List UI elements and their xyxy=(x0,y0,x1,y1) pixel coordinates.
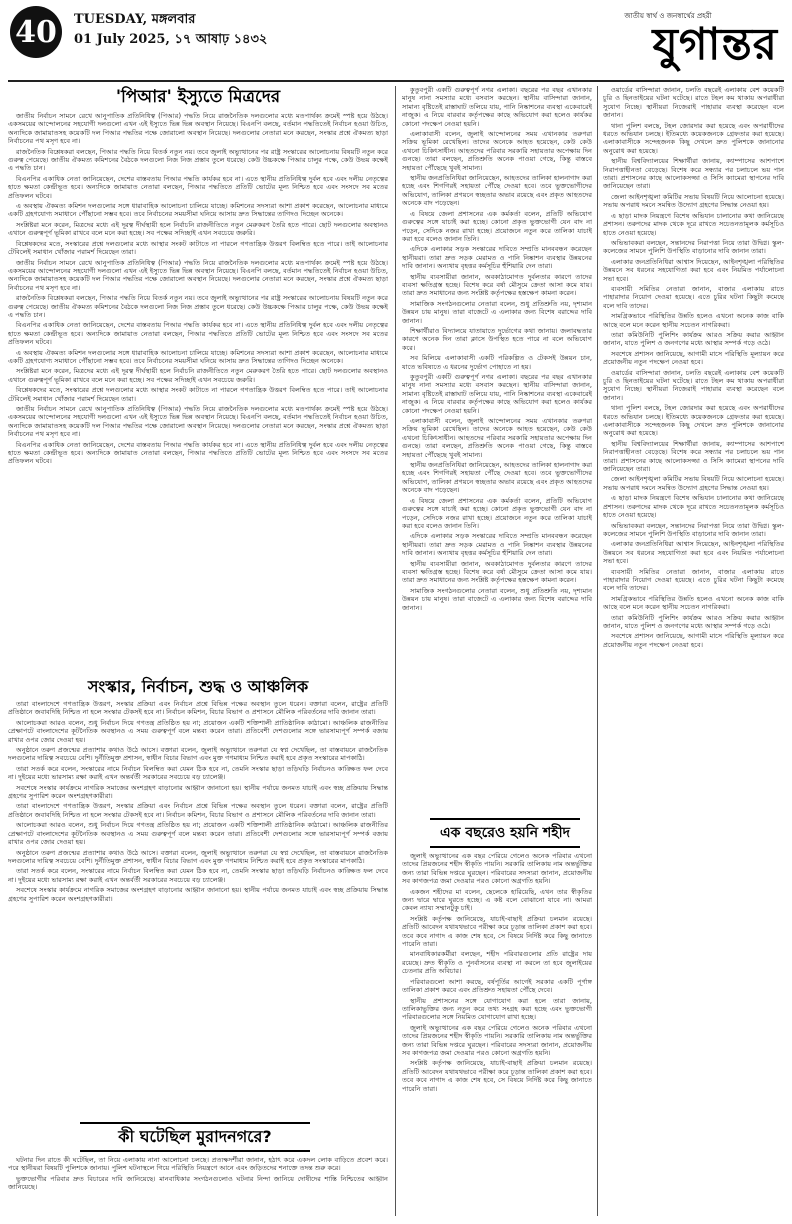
paragraph: স্থানীয় বিশ্ববিদ্যালয়ের শিক্ষার্থীরা জানায়, ক্যাম্পাসের আশপাশে নিরাপত্তাহীনতা বেড়েছে। বিশেষ করে সন্ধ্যার পর চলাচলে ভয় পান তারা। প্রশাসনের কাছে আলোকসজ্জা ও সিসি ক্যামেরা স্থাপনের দাবি জানিয়েছেন তারা। xyxy=(603,157,784,191)
paragraph: স্থানীয় ব্যবসায়ীরা জানান, অবকাঠামোগত দুর্বলতার কারণে তাদের ব্যবসা ক্ষতিগ্রস্ত হচ্ছে। বিশেষ করে বর্ষা মৌসুমে ক্রেতা আসা কমে যায়। তারা দ্রুত সমাধানের জন্য সংশ্লিষ্ট কর্তৃপক্ষের হস্তক্ষেপ কামনা করেন। xyxy=(402,559,592,585)
paragraph: এ অবস্থায় ঐকমত্য কমিশন দলগুলোর সঙ্গে ধারাবাহিক আলোচনা চালিয়ে যাচ্ছে। কমিশনের সদস্যরা আশা প্রকাশ করেছেন, আলোচনার মাধ্যমে একটি গ্রহণযোগ্য সমাধানে পৌঁছানো সম্ভব হবে। তবে নির্বাচনের সময়সীমা ঘনিয়ে আসায় দ্রুত সিদ্ধান্তের তাগিদও দিচ্ছেন অনেকে। xyxy=(8,348,388,365)
paragraph: ভুক্তভোগীর পরিবার দ্রুত বিচারের দাবি জানিয়েছে। মানবাধিকার সংগঠনগুলোও ঘটনার নিন্দা জানিয়ে দোষীদের শাস্তি নিশ্চিতের আহ্বান জানিয়েছে। xyxy=(8,1174,388,1192)
paragraph: বিএনপির একাধিক নেতা জানিয়েছেন, দেশের বাস্তবতায় পিআর পদ্ধতি কার্যকর হবে না। এতে স্থানীয় প্রতিনিধিত্ব দুর্বল হবে এবং দলীয় নেতৃত্বের হাতে ক্ষমতা কেন্দ্রীভূত হবে। অন্যদিকে জামায়াত নেতারা বলছেন, পিআর পদ্ধতিতে প্রতিটি ভোটের মূল্য নিশ্চিত হবে এবং সংসদে সব মতের প্রতিফলন ঘটবে। xyxy=(8,440,388,466)
paragraph: স্থানীয় ব্যবসায়ীরা জানান, অবকাঠামোগত দুর্বলতার কারণে তাদের ব্যবসা ক্ষতিগ্রস্ত হচ্ছে। বিশেষ করে বর্ষা মৌসুমে ক্রেতা আসা কমে যায়। তারা দ্রুত সমাধানের জন্য সংশ্লিষ্ট কর্তৃপক্ষের হস্তক্ষেপ কামনা করেন। xyxy=(402,272,592,298)
column-divider xyxy=(597,86,598,1216)
paragraph: রাজনৈতিক বিশ্লেষকরা বলছেন, পিআর পদ্ধতি নিয়ে বিতর্ক নতুন নয়। তবে জুলাই অভ্যুত্থানের পর রাষ্ট্র সংস্কারের আলোচনায় বিষয়টি নতুন করে গুরুত্ব পেয়েছে। জাতীয় ঐকমত্য কমিশনের বৈঠকে দলগুলো নিজ নিজ প্রস্তাব তুলে ধরেছে। কেউ উচ্চকক্ষে পিআর চালুর পক্ষে, কেউ উভয় কক্ষেই এ পদ্ধতি চান। xyxy=(8,147,388,173)
paragraph: ওয়ার্ডের বাসিন্দারা জানান, চলতি বছরেই এলাকায় বেশ কয়েকটি চুরি ও ছিনতাইয়ের ঘটনা ঘটেছে। রাতে টহল কম থাকায় অপরাধীরা সুযোগ নিচ্ছে। স্থানীয়রা নিজেরাই পাহারার ব্যবস্থা করেছেন বলে জানান। xyxy=(603,86,784,120)
paragraph: স্থানীয় জনপ্রতিনিধিরা জানিয়েছেন, আহতদের তালিকা হালনাগাদ করা হচ্ছে এবং শিগগিরই সহায়তা পৌঁছে দেওয়া হবে। তবে ভুক্তভোগীদের অভিযোগ, তালিকা প্রণয়নে স্বচ্ছতার অভাব রয়েছে এবং প্রকৃত আহতদের অনেকে বাদ পড়েছেন। xyxy=(402,174,592,208)
page-number: 40 xyxy=(10,6,62,58)
paragraph: জেলা আইনশৃঙ্খলা কমিটির সভায় বিষয়টি নিয়ে আলোচনা হয়েছে। সভায় অপরাধ দমনে সমন্বিত উদ্যোগ গ্রহণের সিদ্ধান্ত নেওয়া হয়। xyxy=(603,475,784,492)
paragraph: সামগ্রিকভাবে পরিস্থিতির উন্নতি হলেও এখনো অনেক কাজ বাকি আছে বলে মনে করেন স্থানীয় সচেতন নাগরিকরা। xyxy=(603,594,784,612)
paragraph: বিশ্লেষকদের মতে, সংস্কারের প্রশ্নে দলগুলোর মধ্যে আস্থার সংকট কাটাতে না পারলে গণতান্ত্রিক উত্তরণ বিলম্বিত হতে পারে। তাই আলোচনার টেবিলেই সমাধান খোঁজার পরামর্শ দিয়েছেন তারা। xyxy=(8,239,388,257)
paragraph: এদিকে এলাকার সড়ক সংস্কারের দাবিতে সম্প্রতি মানববন্ধন করেছেন স্থানীয়রা। তারা দ্রুত সড়ক মেরামত ও পানি নিষ্কাশন ব্যবস্থার উন্নয়নের দাবি জানান। অন্যথায় বৃহত্তর কর্মসূচির হুঁশিয়ারি দেন তারা। xyxy=(402,532,592,558)
column-divider xyxy=(395,86,396,1216)
paragraph: সংশ্লিষ্ট কর্তৃপক্ষ জানিয়েছে, যাচাই-বাছাই প্রক্রিয়া চলমান রয়েছে। প্রতিটি আবেদন যথাযথভাবে পরীক্ষা করে চূড়ান্ত তালিকা প্রকাশ করা হবে। তবে কবে নাগাদ এ কাজ শেষ হবে, সে বিষয়ে নির্দিষ্ট করে কিছু জানাতে পারেনি তারা। xyxy=(402,914,592,949)
paragraph: একজন শহীদের মা বলেন, ছেলেকে হারিয়েছি, এখন তার স্বীকৃতির জন্য দ্বারে দ্বারে ঘুরতে হচ্ছে। এ কষ্ট বলে বোঝানো যাবে না। আমরা কেবল ন্যায্য সম্মানটুকু চাই। xyxy=(402,887,592,913)
newspaper-name: যুগান্তর xyxy=(652,19,778,70)
masthead xyxy=(0,0,792,78)
date-text: 01 July 2025, ১৭ আষাঢ় ১৪৩২ xyxy=(74,32,268,47)
headline-muradnagar: কী ঘটেছিল মুরাদনগরে? xyxy=(118,1127,272,1146)
paragraph: তারা সতর্ক করে বলেন, সংস্কারের নামে নির্বাচন বিলম্বিত করা যেমন ঠিক হবে না, তেমনি সংস্কার ছাড়া তড়িঘড়ি নির্বাচনও কাঙ্ক্ষিত ফল দেবে না। দুইয়ের মধ্যে ভারসাম্য রক্ষা করাই এখন অন্তর্বর্তী সরকারের সবচেয়ে বড় চ্যালেঞ্জ। xyxy=(8,867,388,884)
paragraph: ওয়ার্ডের বাসিন্দারা জানান, চলতি বছরেই এলাকায় বেশ কয়েকটি চুরি ও ছিনতাইয়ের ঘটনা ঘটেছে। রাতে টহল কম থাকায় অপরাধীরা সুযোগ নিচ্ছে। স্থানীয়রা নিজেরাই পাহারার ব্যবস্থা করেছেন বলে জানান। xyxy=(603,368,784,402)
paragraph: এ বিষয়ে জেলা প্রশাসনের এক কর্মকর্তা বলেন, প্রতিটি অভিযোগ গুরুত্বের সঙ্গে যাচাই করা হচ্ছে। কোনো প্রকৃত ভুক্তভোগী যেন বাদ না পড়েন, সেদিকে নজর রাখা হচ্ছে। প্রয়োজনে নতুন করে তালিকা যাচাই করা হবে বলেও জানান তিনি। xyxy=(402,496,592,530)
paragraph: অনুষ্ঠানে তরুণ প্রজন্মের প্রত্যাশার কথাও উঠে আসে। বক্তারা বলেন, জুলাই অভ্যুত্থানে তরুণরা যে স্বপ্ন দেখেছিল, তা বাস্তবায়নে রাজনৈতিক দলগুলোর দায়িত্ব সবচেয়ে বেশি। দুর্নীতিমুক্ত প্রশাসন, স্বাধীন বিচার বিভাগ এবং মুক্ত গণমাধ্যম নিশ্চিত করাই হবে প্রকৃত সংস্কারের মাপকাঠি। xyxy=(8,746,388,763)
paragraph: তারা কমিউনিটি পুলিশিং কার্যক্রম আরও সক্রিয় করার আহ্বান জানান, যাতে পুলিশ ও জনগণের মধ্যে আস্থার সম্পর্ক গড়ে ওঠে। xyxy=(603,613,784,630)
paragraph: তারা সতর্ক করে বলেন, সংস্কারের নামে নির্বাচন বিলম্বিত করা যেমন ঠিক হবে না, তেমনি সংস্কার ছাড়া তড়িঘড়ি নির্বাচনও কাঙ্ক্ষিত ফল দেবে না। দুইয়ের মধ্যে ভারসাম্য রক্ষা করাই এখন অন্তর্বর্তী সরকারের সবচেয়ে বড় চ্যালেঞ্জ। xyxy=(8,764,388,782)
paragraph: বিশ্লেষকদের মতে, সংস্কারের প্রশ্নে দলগুলোর মধ্যে আস্থার সংকট কাটাতে না পারলে গণতান্ত্রিক উত্তরণ বিলম্বিত হতে পারে। তাই আলোচনার টেবিলেই সমাধান খোঁজার পরামর্শ দিয়েছেন তারা। xyxy=(8,386,388,403)
paragraph: রাজনৈতিক বিশ্লেষকরা বলছেন, পিআর পদ্ধতি নিয়ে বিতর্ক নতুন নয়। তবে জুলাই অভ্যুত্থানের পর রাষ্ট্র সংস্কারের আলোচনায় বিষয়টি নতুন করে গুরুত্ব পেয়েছে। জাতীয় ঐকমত্য কমিশনের বৈঠকে দলগুলো নিজ নিজ প্রস্তাব তুলে ধরেছে। কেউ উচ্চকক্ষে পিআর চালুর পক্ষে, কেউ উভয় কক্ষেই এ পদ্ধতি চান। xyxy=(8,294,388,319)
headline-reform-election: সংস্কার, নির্বাচন, শুদ্ধ ও আঞ্চলিক xyxy=(87,677,309,696)
paragraph: থানা পুলিশ বলছে, টহল জোরদার করা হয়েছে এবং অপরাধীদের ধরতে অভিযান চলছে। ইতিমধ্যে কয়েকজনকে গ্রেফতার করা হয়েছে। এলাকাবাসীকে সন্দেহজনক কিছু দেখলে দ্রুত পুলিশকে জানানোর অনুরোধ করা হয়েছে। xyxy=(603,121,784,155)
paragraph: জাতীয় নির্বাচন সামনে রেখে আনুপাতিক প্রতিনিধিত্ব (পিআর) পদ্ধতি নিয়ে রাজনৈতিক দলগুলোর মধ্যে মতপার্থক্য ক্রমেই স্পষ্ট হয়ে উঠছে। একসময়ের আন্দোলনের সহযোগী দলগুলো এখন এই ইস্যুতে ভিন্ন ভিন্ন অবস্থান নিয়েছে। বিএনপি বলছে, বর্তমান পদ্ধতিতেই নির্বাচন হওয়া উচিত, অন্যদিকে জামায়াতসহ কয়েকটি দল পিআর পদ্ধতির পক্ষে জোরালো অবস্থান নিয়েছে। দলগুলোর নেতারা মনে করছেন, সংস্কার প্রশ্নে ঐকমত্য ছাড়া নির্বাচনের পথ মসৃণ হবে না। xyxy=(8,258,388,292)
paragraph: এ ছাড়া মাদক নিয়ন্ত্রণে বিশেষ অভিযান চালানোর কথা জানিয়েছে প্রশাসন। তরুণদের মাদক থেকে দূরে রাখতে সচেতনতামূলক কর্মসূচিও হাতে নেওয়া হয়েছে। xyxy=(603,211,784,237)
headline-martyr-recognition: এক বছরেও হয়নি শহীদ xyxy=(440,825,570,841)
masthead-rule xyxy=(8,80,784,82)
article-kutubpur-body xyxy=(402,86,592,812)
paragraph: জেলা আইনশৃঙ্খলা কমিটির সভায় বিষয়টি নিয়ে আলোচনা হয়েছে। সভায় অপরাধ দমনে সমন্বিত উদ্যোগ গ্রহণের সিদ্ধান্ত নেওয়া হয়। xyxy=(603,192,784,210)
paragraph: ব্যবসায়ী সমিতির নেতারা জানান, বাজার এলাকায় রাতে পাহারাদার নিয়োগ দেওয়া হয়েছে। এতে চুরির ঘটনা কিছুটা কমেছে বলে দাবি তাদের। xyxy=(603,284,784,310)
paragraph: সব মিলিয়ে এলাকাবাসী একটি পরিকল্পিত ও টেকসই উন্নয়ন চান, যাতে ভবিষ্যতে এ ধরনের দুর্ভোগ পোহাতে না হয়। xyxy=(402,354,592,371)
article-pr-issue-body xyxy=(8,112,388,672)
article-muradnagar-body xyxy=(8,1156,388,1218)
paragraph: অভিভাবকরা বলছেন, সন্তানদের নিরাপত্তা নিয়ে তারা উদ্বিগ্ন। স্কুল-কলেজের সামনে পুলিশি উপস্থিতি বাড়ানোর দাবি জানান তারা। xyxy=(603,521,784,538)
dateline xyxy=(74,10,267,50)
paragraph: এ অবস্থায় ঐকমত্য কমিশন দলগুলোর সঙ্গে ধারাবাহিক আলোচনা চালিয়ে যাচ্ছে। কমিশনের সদস্যরা আশা প্রকাশ করেছেন, আলোচনার মাধ্যমে একটি গ্রহণযোগ্য সমাধানে পৌঁছানো সম্ভব হবে। তবে নির্বাচনের সময়সীমা ঘনিয়ে আসায় দ্রুত সিদ্ধান্তের তাগিদও দিচ্ছেন অনেকে। xyxy=(8,202,388,219)
paragraph: সংশ্লিষ্ট কর্তৃপক্ষ জানিয়েছে, যাচাই-বাছাই প্রক্রিয়া চলমান রয়েছে। প্রতিটি আবেদন যথাযথভাবে পরীক্ষা করে চূড়ান্ত তালিকা প্রকাশ করা হবে। তবে কবে নাগাদ এ কাজ শেষ হবে, সে বিষয়ে নির্দিষ্ট করে কিছু জানাতে পারেনি তারা। xyxy=(402,1059,592,1093)
paragraph: তারা বাংলাদেশে গণতান্ত্রিক উত্তরণ, সংস্কার প্রক্রিয়া এবং নির্বাচন প্রশ্নে বিভিন্ন পক্ষের অবস্থান তুলে ধরেন। বক্তারা বলেন, রাষ্ট্রের প্রতিটি প্রতিষ্ঠানে জবাবদিহি নিশ্চিত না হলে সংস্কার টেকসই হবে না। নির্বাচন কমিশন, বিচার বিভাগ ও প্রশাসনে মৌলিক পরিবর্তনের দাবি জানান তারা। xyxy=(8,700,388,717)
paragraph: থানা পুলিশ বলছে, টহল জোরদার করা হয়েছে এবং অপরাধীদের ধরতে অভিযান চলছে। ইতিমধ্যে কয়েকজনকে গ্রেফতার করা হয়েছে। এলাকাবাসীকে সন্দেহজনক কিছু দেখলে দ্রুত পুলিশকে জানানোর অনুরোধ করা হয়েছে। xyxy=(603,404,784,438)
paragraph: এদিকে এলাকার সড়ক সংস্কারের দাবিতে সম্প্রতি মানববন্ধন করেছেন স্থানীয়রা। তারা দ্রুত সড়ক মেরামত ও পানি নিষ্কাশন ব্যবস্থার উন্নয়নের দাবি জানান। অন্যথায় বৃহত্তর কর্মসূচির হুঁশিয়ারি দেন তারা। xyxy=(402,245,592,271)
paragraph: বিএনপির একাধিক নেতা জানিয়েছেন, দেশের বাস্তবতায় পিআর পদ্ধতি কার্যকর হবে না। এতে স্থানীয় প্রতিনিধিত্ব দুর্বল হবে এবং দলীয় নেতৃত্বের হাতে ক্ষমতা কেন্দ্রীভূত হবে। অন্যদিকে জামায়াত নেতারা বলছেন, পিআর পদ্ধতিতে প্রতিটি ভোটের মূল্য নিশ্চিত হবে এবং সংসদে সব মতের প্রতিফলন ঘটবে। xyxy=(8,321,388,347)
paragraph: এ বিষয়ে জেলা প্রশাসনের এক কর্মকর্তা বলেন, প্রতিটি অভিযোগ গুরুত্বের সঙ্গে যাচাই করা হচ্ছে। কোনো প্রকৃত ভুক্তভোগী যেন বাদ না পড়েন, সেদিকে নজর রাখা হচ্ছে। প্রয়োজনে নতুন করে তালিকা যাচাই করা হবে বলেও জানান তিনি। xyxy=(402,209,592,243)
paragraph: সামাজিক সংগঠনগুলোর নেতারা বলেন, শুধু প্রতিশ্রুতি নয়, দৃশ্যমান উন্নয়ন চায় মানুষ। তারা বাজেটে এ এলাকার জন্য বিশেষ বরাদ্দের দাবি জানান। xyxy=(402,586,592,612)
paragraph: এলাকাবাসী বলেন, জুলাই আন্দোলনের সময় এখানকার তরুণরা সক্রিয় ভূমিকা রেখেছিল। তাদের অনেকে আহত হয়েছেন, কেউ কেউ এখনো চিকিৎসাধীন। আহতদের পরিবার সরকারি সহায়তার অপেক্ষায় দিন গুনছে। তারা বলছেন, প্রতিশ্রুতি অনেক পাওয়া গেছে, কিন্তু বাস্তবে সহায়তা পৌঁছেছে খুবই সামান্য। xyxy=(402,417,592,459)
paragraph: সবশেষে সংস্কার কার্যক্রমে নাগরিক সমাজের অংশগ্রহণ বাড়ানোর আহ্বান জানানো হয়। স্থানীয় পর্যায়ে জনমত যাচাই এবং স্বচ্ছ প্রক্রিয়ায় সিদ্ধান্ত গ্রহণের সুপারিশ করেন অংশগ্রহণকারীরা। xyxy=(8,886,388,903)
paragraph: পরিবারগুলো আশা করছে, বর্ষপূর্তির আগেই সরকার একটি পূর্ণাঙ্গ তালিকা প্রকাশ করবে এবং প্রতিশ্রুত সহায়তা পৌঁছে দেবে। xyxy=(402,977,592,995)
paragraph: সংশ্লিষ্টরা মনে করেন, মিত্রদের মধ্যে এই দূরত্ব দীর্ঘস্থায়ী হলে নির্বাচনি রাজনীতিতে নতুন মেরুকরণ তৈরি হতে পারে। ছোট দলগুলোর অবস্থানও এখানে গুরুত্বপূর্ণ ভূমিকা রাখবে বলে মনে করা হচ্ছে। সব পক্ষের সদিচ্ছাই এখন সবচেয়ে জরুরি। xyxy=(8,220,388,238)
paragraph: আলোচকরা আরও বলেন, শুধু নির্বাচন দিয়ে গণতন্ত্র প্রতিষ্ঠিত হয় না; প্রয়োজন একটি শক্তিশালী প্রাতিষ্ঠানিক কাঠামো। আঞ্চলিক রাজনীতির প্রেক্ষাপটে বাংলাদেশের কূটনৈতিক অবস্থানও এ সময় গুরুত্বপূর্ণ বলে মন্তব্য করেন তারা। প্রতিবেশী দেশগুলোর সঙ্গে ভারসাম্যপূর্ণ সম্পর্ক বজায় রাখার ওপর জোর দেওয়া হয়। xyxy=(8,718,388,744)
paragraph: সবশেষে সংস্কার কার্যক্রমে নাগরিক সমাজের অংশগ্রহণ বাড়ানোর আহ্বান জানানো হয়। স্থানীয় পর্যায়ে জনমত যাচাই এবং স্বচ্ছ প্রক্রিয়ায় সিদ্ধান্ত গ্রহণের সুপারিশ করেন অংশগ্রহণকারীরা। xyxy=(8,783,388,801)
paragraph: স্থানীয় জনপ্রতিনিধিরা জানিয়েছেন, আহতদের তালিকা হালনাগাদ করা হচ্ছে এবং শিগগিরই সহায়তা পৌঁছে দেওয়া হবে। তবে ভুক্তভোগীদের অভিযোগ, তালিকা প্রণয়নে স্বচ্ছতার অভাব রয়েছে এবং প্রকৃত আহতদের অনেকে বাদ পড়েছেন। xyxy=(402,461,592,495)
paragraph: ব্যবসায়ী সমিতির নেতারা জানান, বাজার এলাকায় রাতে পাহারাদার নিয়োগ দেওয়া হয়েছে। এতে চুরির ঘটনা কিছুটা কমেছে বলে দাবি তাদের। xyxy=(603,567,784,593)
headline-box xyxy=(430,818,580,848)
flag-tagline: জাতীয় স্বার্থ ও জনস্বার্থের প্রহরী xyxy=(624,12,712,20)
paragraph: এলাকাবাসী বলেন, জুলাই আন্দোলনের সময় এখানকার তরুণরা সক্রিয় ভূমিকা রেখেছিল। তাদের অনেকে আহত হয়েছেন, কেউ কেউ এখনো চিকিৎসাধীন। আহতদের পরিবার সরকারি সহায়তার অপেক্ষায় দিন গুনছে। তারা বলছেন, প্রতিশ্রুতি অনেক পাওয়া গেছে, কিন্তু বাস্তবে সহায়তা পৌঁছেছে খুবই সামান্য। xyxy=(402,130,592,172)
paragraph: কুতুবপুরী একটি গুরুত্বপূর্ণ নগর এলাকা। বছরের পর বছর এখানকার মানুষ নানা সমস্যার মধ্যে বসবাস করছেন। স্থানীয় বাসিন্দারা জানান, সামান্য বৃষ্টিতেই রাস্তাঘাট তলিয়ে যায়, পানি নিষ্কাশনের ব্যবস্থা একেবারেই নাজুক। এ নিয়ে বারবার কর্তৃপক্ষের কাছে অভিযোগ করা হলেও কার্যকর কোনো পদক্ষেপ নেওয়া হয়নি। xyxy=(402,86,592,128)
paragraph: জুলাই অভ্যুত্থানের এক বছর পেরিয়ে গেলেও অনেক পরিবার এখনো তাদের প্রিয়জনের শহীদ স্বীকৃতি পায়নি। সরকারি তালিকায় নাম অন্তর্ভুক্তির জন্য তারা বিভিন্ন দপ্তরে ঘুরছেন। পরিবারের সদস্যরা জানান, প্রয়োজনীয় সব কাগজপত্র জমা দেওয়ার পরও কোনো অগ্রগতি হয়নি। xyxy=(402,852,592,886)
paragraph: বিএনপির একাধিক নেতা জানিয়েছেন, দেশের বাস্তবতায় পিআর পদ্ধতি কার্যকর হবে না। এতে স্থানীয় প্রতিনিধিত্ব দুর্বল হবে এবং দলীয় নেতৃত্বের হাতে ক্ষমতা কেন্দ্রীভূত হবে। অন্যদিকে জামায়াত নেতারা বলছেন, পিআর পদ্ধতিতে প্রতিটি ভোটের মূল্য নিশ্চিত হবে এবং সংসদে সব মতের প্রতিফলন ঘটবে। xyxy=(8,174,388,200)
paragraph: ঘটনার দিন রাতে কী ঘটেছিল, তা নিয়ে এলাকায় নানা আলোচনা চলছে। প্রত্যক্ষদর্শীরা জানান, হঠাৎ করে একদল লোক বাড়িতে প্রবেশ করে। পরে স্থানীয়রা বিষয়টি পুলিশকে জানায়। পুলিশ ঘটনাস্থলে গিয়ে পরিস্থিতি নিয়ন্ত্রণে আনে এবং জড়িতদের শনাক্তে তদন্ত শুরু করে। xyxy=(8,1156,388,1173)
paragraph: তারা বাংলাদেশে গণতান্ত্রিক উত্তরণ, সংস্কার প্রক্রিয়া এবং নির্বাচন প্রশ্নে বিভিন্ন পক্ষের অবস্থান তুলে ধরেন। বক্তারা বলেন, রাষ্ট্রের প্রতিটি প্রতিষ্ঠানে জবাবদিহি নিশ্চিত না হলে সংস্কার টেকসই হবে না। নির্বাচন কমিশন, বিচার বিভাগ ও প্রশাসনে মৌলিক পরিবর্তনের দাবি জানান তারা। xyxy=(8,802,388,819)
paragraph: শিক্ষার্থীরাও বিদ্যালয়ে যাতায়াতে দুর্ভোগের কথা জানায়। জলাবদ্ধতার কারণে অনেক দিন তারা ক্লাসে উপস্থিত হতে পারে না বলে অভিযোগ করে। xyxy=(402,326,592,352)
article-law-order-body xyxy=(603,86,784,1216)
paragraph: সবশেষে প্রশাসন জানিয়েছে, আগামী মাসে পরিস্থিতি মূল্যায়ন করে প্রয়োজনীয় নতুন পদক্ষেপ নেওয়া হবে। xyxy=(603,349,784,367)
paragraph: স্থানীয় প্রশাসনের সঙ্গে যোগাযোগ করা হলে তারা জানায়, তালিকাভুক্তির জন্য নতুন করে তথ্য সংগ্রহ করা হচ্ছে এবং ভুক্তভোগী পরিবারগুলোর সঙ্গে নিয়মিত যোগাযোগ রাখা হচ্ছে। xyxy=(402,996,592,1022)
paragraph: অনুষ্ঠানে তরুণ প্রজন্মের প্রত্যাশার কথাও উঠে আসে। বক্তারা বলেন, জুলাই অভ্যুত্থানে তরুণরা যে স্বপ্ন দেখেছিল, তা বাস্তবায়নে রাজনৈতিক দলগুলোর দায়িত্ব সবচেয়ে বেশি। দুর্নীতিমুক্ত প্রশাসন, স্বাধীন বিচার বিভাগ এবং মুক্ত গণমাধ্যম নিশ্চিত করাই হবে প্রকৃত সংস্কারের মাপকাঠি। xyxy=(8,848,388,865)
paragraph: জাতীয় নির্বাচন সামনে রেখে আনুপাতিক প্রতিনিধিত্ব (পিআর) পদ্ধতি নিয়ে রাজনৈতিক দলগুলোর মধ্যে মতপার্থক্য ক্রমেই স্পষ্ট হয়ে উঠছে। একসময়ের আন্দোলনের সহযোগী দলগুলো এখন এই ইস্যুতে ভিন্ন ভিন্ন অবস্থান নিয়েছে। বিএনপি বলছে, বর্তমান পদ্ধতিতেই নির্বাচন হওয়া উচিত, অন্যদিকে জামায়াতসহ কয়েকটি দল পিআর পদ্ধতির পক্ষে জোরালো অবস্থান নিয়েছে। দলগুলোর নেতারা মনে করছেন, সংস্কার প্রশ্নে ঐকমত্য ছাড়া নির্বাচনের পথ মসৃণ হবে না। xyxy=(8,405,388,439)
paragraph: জাতীয় নির্বাচন সামনে রেখে আনুপাতিক প্রতিনিধিত্ব (পিআর) পদ্ধতি নিয়ে রাজনৈতিক দলগুলোর মধ্যে মতপার্থক্য ক্রমেই স্পষ্ট হয়ে উঠছে। একসময়ের আন্দোলনের সহযোগী দলগুলো এখন এই ইস্যুতে ভিন্ন ভিন্ন অবস্থান নিয়েছে। বিএনপি বলছে, বর্তমান পদ্ধতিতেই নির্বাচন হওয়া উচিত, অন্যদিকে জামায়াতসহ কয়েকটি দল পিআর পদ্ধতির পক্ষে জোরালো অবস্থান নিয়েছে। দলগুলোর নেতারা মনে করছেন, সংস্কার প্রশ্নে ঐকমত্য ছাড়া নির্বাচনের পথ মসৃণ হবে না। xyxy=(8,112,388,146)
paragraph: সংশ্লিষ্টরা মনে করেন, মিত্রদের মধ্যে এই দূরত্ব দীর্ঘস্থায়ী হলে নির্বাচনি রাজনীতিতে নতুন মেরুকরণ তৈরি হতে পারে। ছোট দলগুলোর অবস্থানও এখানে গুরুত্বপূর্ণ ভূমিকা রাখবে বলে মনে করা হচ্ছে। সব পক্ষের সদিচ্ছাই এখন সবচেয়ে জরুরি। xyxy=(8,367,388,384)
paragraph: সবশেষে প্রশাসন জানিয়েছে, আগামী মাসে পরিস্থিতি মূল্যায়ন করে প্রয়োজনীয় নতুন পদক্ষেপ নেওয়া হবে। xyxy=(603,632,784,649)
paragraph: জুলাই অভ্যুত্থানের এক বছর পেরিয়ে গেলেও অনেক পরিবার এখনো তাদের প্রিয়জনের শহীদ স্বীকৃতি পায়নি। সরকারি তালিকায় নাম অন্তর্ভুক্তির জন্য তারা বিভিন্ন দপ্তরে ঘুরছেন। পরিবারের সদস্যরা জানান, প্রয়োজনীয় সব কাগজপত্র জমা দেওয়ার পরও কোনো অগ্রগতি হয়নি। xyxy=(402,1023,592,1057)
paragraph: আলোচকরা আরও বলেন, শুধু নির্বাচন দিয়ে গণতন্ত্র প্রতিষ্ঠিত হয় না; প্রয়োজন একটি শক্তিশালী প্রাতিষ্ঠানিক কাঠামো। আঞ্চলিক রাজনীতির প্রেক্ষাপটে বাংলাদেশের কূটনৈতিক অবস্থানও এ সময় গুরুত্বপূর্ণ বলে মন্তব্য করেন তারা। প্রতিবেশী দেশগুলোর সঙ্গে ভারসাম্যপূর্ণ সম্পর্ক বজায় রাখার ওপর জোর দেওয়া হয়। xyxy=(8,821,388,847)
paragraph: এলাকার জনপ্রতিনিধিরা আশ্বাস দিয়েছেন, আইনশৃঙ্খলা পরিস্থিতির উন্নয়নে সব ধরনের সহযোগিতা করা হবে এবং নিয়মিত পর্যালোচনা সভা হবে। xyxy=(603,257,784,283)
paragraph: কুতুবপুরী একটি গুরুত্বপূর্ণ নগর এলাকা। বছরের পর বছর এখানকার মানুষ নানা সমস্যার মধ্যে বসবাস করছেন। স্থানীয় বাসিন্দারা জানান, সামান্য বৃষ্টিতেই রাস্তাঘাট তলিয়ে যায়, পানি নিষ্কাশনের ব্যবস্থা একেবারেই নাজুক। এ নিয়ে বারবার কর্তৃপক্ষের কাছে অভিযোগ করা হলেও কার্যকর কোনো পদক্ষেপ নেওয়া হয়নি। xyxy=(402,373,592,415)
headline-pr-issue: 'পিআর' ইস্যুতে মিত্রদের xyxy=(115,87,281,107)
paragraph: স্থানীয় বিশ্ববিদ্যালয়ের শিক্ষার্থীরা জানায়, ক্যাম্পাসের আশপাশে নিরাপত্তাহীনতা বেড়েছে। বিশেষ করে সন্ধ্যার পর চলাচলে ভয় পান তারা। প্রশাসনের কাছে আলোকসজ্জা ও সিসি ক্যামেরা স্থাপনের দাবি জানিয়েছেন তারা। xyxy=(603,439,784,474)
article-reform-election-body xyxy=(8,700,388,1116)
paragraph: এলাকার জনপ্রতিনিধিরা আশ্বাস দিয়েছেন, আইনশৃঙ্খলা পরিস্থিতির উন্নয়নে সব ধরনের সহযোগিতা করা হবে এবং নিয়মিত পর্যালোচনা সভা হবে। xyxy=(603,540,784,566)
paragraph: মানবাধিকারকর্মীরা বলছেন, শহীদ পরিবারগুলোর প্রতি রাষ্ট্রের দায় রয়েছে। দ্রুত স্বীকৃতি ও পুনর্বাসনের ব্যবস্থা না করলে তা হবে জুলাইয়ের চেতনার প্রতি অবিচার। xyxy=(402,950,592,976)
paragraph: অভিভাবকরা বলছেন, সন্তানদের নিরাপত্তা নিয়ে তারা উদ্বিগ্ন। স্কুল-কলেজের সামনে পুলিশি উপস্থিতি বাড়ানোর দাবি জানান তারা। xyxy=(603,238,784,256)
day-bangla: মঙ্গলবার xyxy=(151,12,196,27)
paragraph: সামগ্রিকভাবে পরিস্থিতির উন্নতি হলেও এখনো অনেক কাজ বাকি আছে বলে মনে করেন স্থানীয় সচেতন নাগরিকরা। xyxy=(603,312,784,329)
newspaper-flag xyxy=(568,4,778,74)
paragraph: তারা কমিউনিটি পুলিশিং কার্যক্রম আরও সক্রিয় করার আহ্বান জানান, যাতে পুলিশ ও জনগণের মধ্যে আস্থার সম্পর্ক গড়ে ওঠে। xyxy=(603,330,784,348)
paragraph: সামাজিক সংগঠনগুলোর নেতারা বলেন, শুধু প্রতিশ্রুতি নয়, দৃশ্যমান উন্নয়ন চায় মানুষ। তারা বাজেটে এ এলাকার জন্য বিশেষ বরাদ্দের দাবি জানান। xyxy=(402,299,592,325)
paragraph: এ ছাড়া মাদক নিয়ন্ত্রণে বিশেষ অভিযান চালানোর কথা জানিয়েছে প্রশাসন। তরুণদের মাদক থেকে দূরে রাখতে সচেতনতামূলক কর্মসূচিও হাতে নেওয়া হয়েছে। xyxy=(603,494,784,520)
headline-box xyxy=(80,1122,310,1152)
article-martyr-body xyxy=(402,852,592,1216)
day-english: TUESDAY, xyxy=(74,12,148,27)
